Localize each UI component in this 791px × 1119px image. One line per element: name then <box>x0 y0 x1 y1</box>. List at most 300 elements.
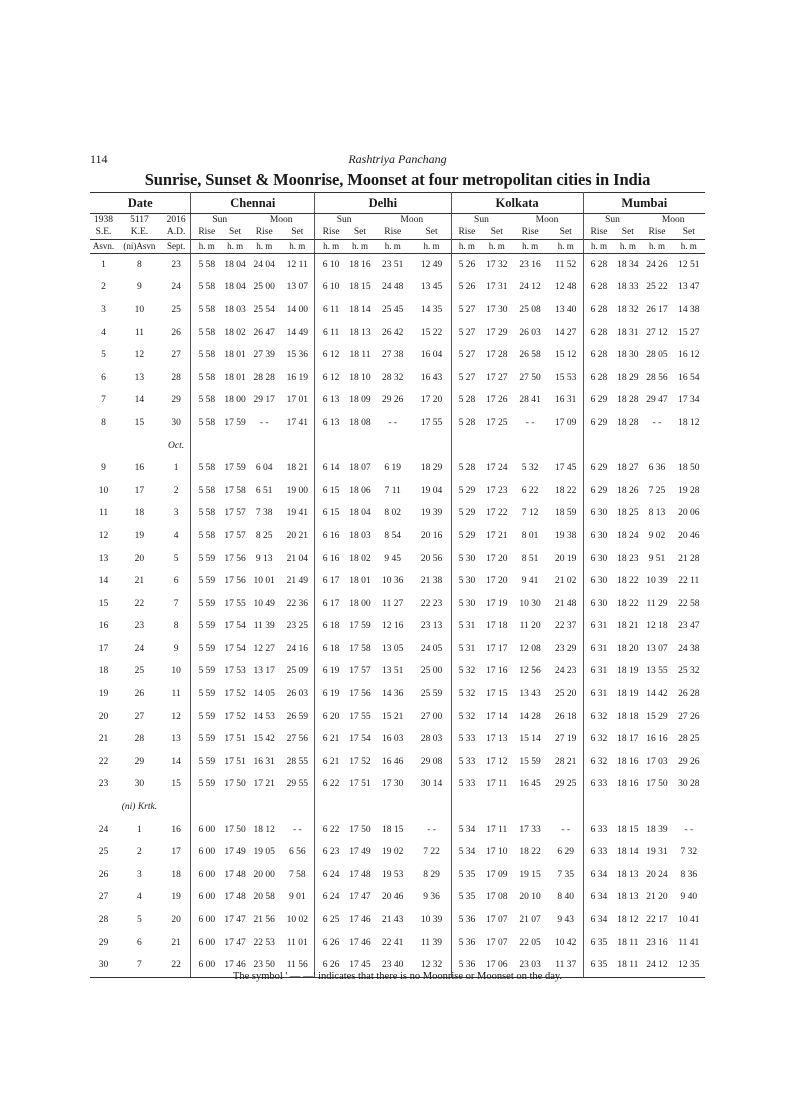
cell-time: 5 59 <box>198 576 216 587</box>
cell-time: 15 59 <box>519 756 541 767</box>
empty-cell <box>90 435 117 458</box>
cell-time: 25 00 <box>413 661 452 684</box>
cell-time: 23 29 <box>549 638 583 661</box>
cell-time: 23 50 <box>248 954 280 977</box>
cell-time: 8 54 <box>384 530 402 541</box>
cell-time: 17 57 <box>349 666 371 677</box>
cell-time: 6 00 <box>198 892 216 903</box>
table-row <box>90 457 705 480</box>
cell-time: 10 49 <box>253 598 275 609</box>
cell-time: 20 46 <box>678 530 700 541</box>
cell-time: 19 15 <box>519 869 541 880</box>
cell-ke: 16 <box>134 463 145 474</box>
cell-se: 16 <box>98 621 109 632</box>
table-row <box>90 299 705 322</box>
cell-time: 5 34 <box>458 824 476 835</box>
table-row <box>90 638 705 661</box>
cell-time: 5 59 <box>198 643 216 654</box>
cell-time: 6 51 <box>255 485 273 496</box>
cell-ke: 9 <box>137 282 142 293</box>
cell-time: 6 19 <box>384 463 402 474</box>
cell-ke: 26 <box>134 689 145 700</box>
cell-ad: 17 <box>162 841 191 864</box>
cell-time: 6 33 <box>590 847 608 858</box>
cell-time: 6 12 <box>322 372 340 383</box>
cell-time: 13 45 <box>413 277 452 300</box>
cell-se: 19 <box>98 689 109 700</box>
cell-time: 10 41 <box>678 915 700 926</box>
header-unit: h. m <box>191 240 222 254</box>
cell-time: 6 15 <box>322 485 340 496</box>
cell-ke: 10 <box>134 304 145 315</box>
header-city: Mumbai <box>583 193 705 214</box>
cell-time: 6 28 <box>590 327 608 338</box>
cell-time: 17 50 <box>224 779 246 790</box>
cell-time: 18 29 <box>617 372 639 383</box>
header-rise: Rise <box>198 227 216 237</box>
header-sun: Sun <box>474 214 489 225</box>
cell-time: 17 07 <box>486 937 508 948</box>
cell-ad: 8 <box>162 616 191 639</box>
header-rise: Rise <box>322 227 340 237</box>
cell-ad: 15 <box>162 774 191 797</box>
cell-time: 18 29 <box>413 457 452 480</box>
page-number: 114 <box>90 152 108 166</box>
cell-time: 24 26 <box>646 259 668 270</box>
cell-time: 29 55 <box>280 774 314 797</box>
header-rise: Rise <box>255 227 273 237</box>
header-set: Set <box>549 226 583 240</box>
header-unit: h. m <box>347 240 373 254</box>
cell-time: 5 59 <box>198 756 216 767</box>
cell-time: 18 07 <box>349 463 371 474</box>
table-row <box>90 909 705 932</box>
empty-cell <box>583 435 614 458</box>
cell-time: 5 27 <box>458 327 476 338</box>
cell-time: 5 29 <box>458 508 476 519</box>
header-unit: h. m <box>413 240 452 254</box>
cell-se: 22 <box>98 756 109 767</box>
cell-time: 6 24 <box>322 892 340 903</box>
cell-time: 28 25 <box>678 734 700 745</box>
cell-time: 5 31 <box>458 621 476 632</box>
cell-time: 26 28 <box>678 689 700 700</box>
cell-time: 19 41 <box>280 503 314 526</box>
table-row <box>90 751 705 774</box>
cell-time: 28 55 <box>280 751 314 774</box>
cell-time: 6 23 <box>322 847 340 858</box>
cell-time: 26 42 <box>382 327 404 338</box>
cell-time: 17 46 <box>349 937 371 948</box>
cell-ad: 25 <box>162 299 191 322</box>
cell-time: 17 47 <box>349 892 371 903</box>
cell-time: 5 58 <box>198 372 216 383</box>
cell-time: 16 03 <box>382 734 404 745</box>
cell-time: - - <box>525 417 535 428</box>
cell-time: 29 17 <box>253 395 275 406</box>
empty-cell <box>583 796 614 819</box>
cell-time: 17 29 <box>486 327 508 338</box>
table-row <box>90 706 705 729</box>
empty-cell <box>280 435 314 458</box>
header-unit: h. m <box>641 240 672 254</box>
cell-time: 20 24 <box>646 869 668 880</box>
cell-time: 9 02 <box>648 530 666 541</box>
cell-time: 5 26 <box>458 282 476 293</box>
cell-time: 19 00 <box>280 480 314 503</box>
month-label: Oct. <box>162 435 191 458</box>
cell-time: 18 02 <box>224 327 246 338</box>
empty-cell <box>482 796 511 819</box>
empty-cell <box>451 796 482 819</box>
header-set: Set <box>490 227 503 237</box>
table-row <box>90 277 705 300</box>
cell-time: 18 22 <box>617 598 639 609</box>
cell-time: 6 34 <box>590 869 608 880</box>
cell-time: 7 22 <box>413 841 452 864</box>
cell-time: 17 01 <box>280 390 314 413</box>
cell-time: 6 28 <box>590 350 608 361</box>
header-set: Set <box>280 226 314 240</box>
cell-time: 19 38 <box>549 525 583 548</box>
cell-time: 6 11 <box>322 304 340 315</box>
cell-time: 6 28 <box>590 304 608 315</box>
header-sun: Sun <box>336 214 352 225</box>
cell-time: 13 43 <box>519 689 541 700</box>
cell-time: 23 51 <box>382 259 404 270</box>
cell-time: 22 11 <box>678 576 700 587</box>
empty-cell <box>413 435 452 458</box>
cell-time: 21 02 <box>549 570 583 593</box>
cell-time: 17 03 <box>646 756 668 767</box>
cell-time: 15 42 <box>253 734 275 745</box>
cell-time: 18 12 <box>617 915 639 926</box>
header-date-col: K.E. <box>130 227 149 237</box>
empty-cell <box>191 435 222 458</box>
cell-time: 8 51 <box>521 553 539 564</box>
cell-time: 12 08 <box>519 643 541 654</box>
cell-time: 17 11 <box>486 824 508 835</box>
cell-time: - - <box>388 417 398 428</box>
cell-time: 18 19 <box>617 666 639 677</box>
cell-time: 6 25 <box>322 915 340 926</box>
cell-time: 5 58 <box>198 417 216 428</box>
table-row <box>90 616 705 639</box>
cell-time: 18 16 <box>349 259 371 270</box>
cell-time: 28 32 <box>382 372 404 383</box>
cell-time: 18 09 <box>349 395 371 406</box>
table-row <box>90 254 705 277</box>
empty-cell <box>191 796 222 819</box>
cell-time: 17 48 <box>349 869 371 880</box>
cell-ad: 29 <box>162 390 191 413</box>
cell-time: 10 36 <box>382 576 404 587</box>
cell-time: 17 58 <box>349 643 371 654</box>
cell-time: 17 09 <box>549 412 583 435</box>
cell-time: 6 20 <box>322 711 340 722</box>
cell-se: 5 <box>101 350 106 361</box>
table-row <box>90 683 705 706</box>
cell-time: 9 45 <box>384 553 402 564</box>
empty-cell <box>248 435 280 458</box>
cell-time: 18 06 <box>349 485 371 496</box>
cell-time: 5 58 <box>198 327 216 338</box>
header-date-col: A.D. <box>162 226 191 240</box>
cell-time: 6 12 <box>322 350 340 361</box>
cell-time: 18 34 <box>617 259 639 270</box>
cell-time: 5 29 <box>458 485 476 496</box>
cell-time: 5 58 <box>198 463 216 474</box>
cell-time: 21 07 <box>519 915 541 926</box>
cell-time: 6 22 <box>322 779 340 790</box>
cell-time: 21 38 <box>413 570 452 593</box>
cell-time: 5 58 <box>198 282 216 293</box>
table-row <box>90 661 705 684</box>
cell-time: 18 14 <box>349 304 371 315</box>
cell-time: 6 29 <box>590 463 608 474</box>
cell-time: 16 19 <box>280 367 314 390</box>
header-rise: Rise <box>384 227 402 237</box>
cell-time: 6 19 <box>322 689 340 700</box>
cell-time: 18 14 <box>617 847 639 858</box>
cell-time: 28 05 <box>646 350 668 361</box>
cell-time: 6 32 <box>590 711 608 722</box>
cell-se: 30 <box>90 954 117 977</box>
cell-time: 7 11 <box>384 485 401 496</box>
cell-ad: 21 <box>162 932 191 955</box>
cell-time: 5 28 <box>458 463 476 474</box>
cell-ke: 8 <box>137 259 142 270</box>
table-title: Sunrise, Sunset & Moonrise, Moonset at four metropolitan cities in India <box>144 170 651 189</box>
cell-time: 18 15 <box>617 824 639 835</box>
cell-time: 5 59 <box>198 598 216 609</box>
empty-cell <box>614 796 641 819</box>
cell-time: 6 13 <box>322 417 340 428</box>
cell-time: 25 08 <box>519 304 541 315</box>
cell-time: 25 00 <box>253 282 275 293</box>
empty-cell <box>222 435 248 458</box>
cell-time: 10 42 <box>549 932 583 955</box>
cell-time: 17 21 <box>486 530 508 541</box>
cell-time: 18 04 <box>349 508 371 519</box>
cell-time: 22 53 <box>253 937 275 948</box>
cell-time: 16 45 <box>519 779 541 790</box>
cell-time: - - <box>652 417 662 428</box>
cell-time: 18 01 <box>224 372 246 383</box>
cell-time: 18 22 <box>549 480 583 503</box>
cell-time: 8 01 <box>521 530 539 541</box>
cell-time: 18 50 <box>678 463 700 474</box>
cell-time: 17 11 <box>486 779 508 790</box>
cell-time: 14 35 <box>413 299 452 322</box>
cell-time: 27 56 <box>280 728 314 751</box>
cell-time: 6 32 <box>590 756 608 767</box>
table-row <box>90 344 705 367</box>
cell-time: 9 36 <box>413 887 452 910</box>
cell-time: 6 22 <box>521 485 539 496</box>
cell-time: 9 41 <box>521 576 539 587</box>
header-set: Set <box>621 227 634 237</box>
cell-time: 24 38 <box>678 643 700 654</box>
cell-time: 15 12 <box>549 344 583 367</box>
cell-time: 6 26 <box>322 937 340 948</box>
cell-time: 7 25 <box>648 485 666 496</box>
cell-time: 17 58 <box>224 485 246 496</box>
cell-time: 17 54 <box>224 643 246 654</box>
cell-time: 12 16 <box>382 621 404 632</box>
cell-time: 12 51 <box>678 259 700 270</box>
header-unit: h. m <box>451 240 482 254</box>
cell-ke: 13 <box>134 372 145 383</box>
cell-se: 15 <box>98 598 109 609</box>
cell-time: 6 34 <box>590 892 608 903</box>
cell-time: 6 11 <box>322 327 340 338</box>
cell-time: 21 20 <box>646 892 668 903</box>
header-rise: Rise <box>648 227 666 237</box>
header-city: Kolkata <box>451 193 583 214</box>
cell-ad: 26 <box>162 322 191 345</box>
cell-time: 6 00 <box>198 915 216 926</box>
empty-cell <box>511 435 548 458</box>
table-row <box>90 593 705 616</box>
cell-time: 26 03 <box>519 327 541 338</box>
cell-time: 18 04 <box>224 259 246 270</box>
cell-time: 22 05 <box>519 937 541 948</box>
cell-ke: 12 <box>134 350 145 361</box>
cell-time: 16 12 <box>678 350 700 361</box>
header-rise: Rise <box>590 227 608 237</box>
cell-time: 5 36 <box>458 915 476 926</box>
cell-time: 6 00 <box>198 824 216 835</box>
cell-time: 6 21 <box>322 756 340 767</box>
cell-time: 12 27 <box>253 643 275 654</box>
cell-time: 6 30 <box>590 508 608 519</box>
cell-ad: 12 <box>162 706 191 729</box>
header-sun: Sun <box>212 214 228 225</box>
cell-time: 5 58 <box>198 350 216 361</box>
cell-time: 17 32 <box>486 259 508 270</box>
cell-ke: 18 <box>134 508 145 519</box>
cell-time: 20 46 <box>382 892 404 903</box>
cell-time: 17 51 <box>349 779 371 790</box>
cell-time: 6 16 <box>322 530 340 541</box>
cell-ke: 23 <box>134 621 145 632</box>
cell-ke: 14 <box>134 395 145 406</box>
cell-time: 26 18 <box>549 706 583 729</box>
footnote: The symbol ' — —' indicates that there is no Moonrise or Moonset on the day. <box>232 971 563 982</box>
cell-time: 18 00 <box>349 598 371 609</box>
cell-time: 13 07 <box>280 277 314 300</box>
cell-se: 28 <box>98 915 109 926</box>
empty-cell <box>222 796 248 819</box>
cell-time: 17 07 <box>486 915 508 926</box>
cell-time: 17 50 <box>646 779 668 790</box>
cell-se: 12 <box>98 530 109 541</box>
header-set: Set <box>682 227 695 237</box>
empty-cell <box>641 435 672 458</box>
cell-time: 28 56 <box>646 372 668 383</box>
empty-cell <box>641 796 672 819</box>
cell-ke: 27 <box>134 711 145 722</box>
cell-time: 26 17 <box>646 304 668 315</box>
cell-time: 8 29 <box>413 864 452 887</box>
header-date-col: Sept. <box>162 240 191 254</box>
cell-time: 17 12 <box>486 756 508 767</box>
header-date-col: Asvn. <box>90 240 117 254</box>
header-set: Set <box>229 227 242 237</box>
cell-time: 17 59 <box>349 621 371 632</box>
cell-time: 17 49 <box>349 847 371 858</box>
cell-ke: 4 <box>137 892 142 903</box>
cell-time: 18 13 <box>617 892 639 903</box>
cell-time: 7 58 <box>280 864 314 887</box>
cell-time: 6 10 <box>322 282 340 293</box>
cell-se: 1 <box>101 259 106 270</box>
running-title: Rashtriya Panchang <box>348 152 447 166</box>
cell-time: 7 32 <box>680 847 698 858</box>
cell-time: 13 05 <box>382 643 404 654</box>
cell-ad: 7 <box>162 593 191 616</box>
cell-time: 17 50 <box>349 824 371 835</box>
cell-time: 5 27 <box>458 350 476 361</box>
cell-time: 5 33 <box>458 756 476 767</box>
cell-ke: 11 <box>134 327 144 338</box>
cell-time: 17 24 <box>486 463 508 474</box>
header-date-col: 2016 <box>162 214 191 227</box>
cell-time: 18 03 <box>224 304 246 315</box>
cell-ke: 24 <box>134 643 145 654</box>
cell-time: 20 56 <box>413 548 452 571</box>
cell-time: 18 15 <box>382 824 404 835</box>
cell-time: 10 39 <box>646 576 668 587</box>
cell-time: 15 22 <box>413 322 452 345</box>
cell-ke: 22 <box>134 598 145 609</box>
cell-time: 18 08 <box>349 417 371 428</box>
cell-time: 19 02 <box>382 847 404 858</box>
cell-time: 17 59 <box>224 417 246 428</box>
cell-time: 27 26 <box>678 711 700 722</box>
cell-ad: 22 <box>162 954 191 977</box>
cell-time: 6 16 <box>322 553 340 564</box>
cell-time: 17 16 <box>486 666 508 677</box>
cell-time: 17 20 <box>413 390 452 413</box>
cell-time: 17 51 <box>224 734 246 745</box>
cell-se: 27 <box>98 892 109 903</box>
header-unit: h. m <box>511 240 548 254</box>
cell-se: 17 <box>98 643 109 654</box>
cell-time: 22 36 <box>280 593 314 616</box>
header-unit: h. m <box>248 240 280 254</box>
cell-time: 14 27 <box>549 322 583 345</box>
cell-time: 22 41 <box>382 937 404 948</box>
cell-time: 6 17 <box>322 576 340 587</box>
cell-time: 14 42 <box>646 689 668 700</box>
cell-time: 18 30 <box>617 350 639 361</box>
cell-ad: 11 <box>162 683 191 706</box>
cell-ke: 3 <box>137 869 142 880</box>
cell-ad: 2 <box>162 480 191 503</box>
header-unit: h. m <box>614 240 641 254</box>
empty-cell <box>90 796 117 819</box>
cell-time: 6 33 <box>590 779 608 790</box>
cell-time: 18 16 <box>617 756 639 767</box>
header-date: Date <box>90 193 191 214</box>
cell-time: 14 53 <box>253 711 275 722</box>
cell-time: 5 33 <box>458 734 476 745</box>
cell-time: 5 58 <box>198 259 216 270</box>
cell-time: 12 48 <box>549 277 583 300</box>
cell-time: 25 22 <box>646 282 668 293</box>
